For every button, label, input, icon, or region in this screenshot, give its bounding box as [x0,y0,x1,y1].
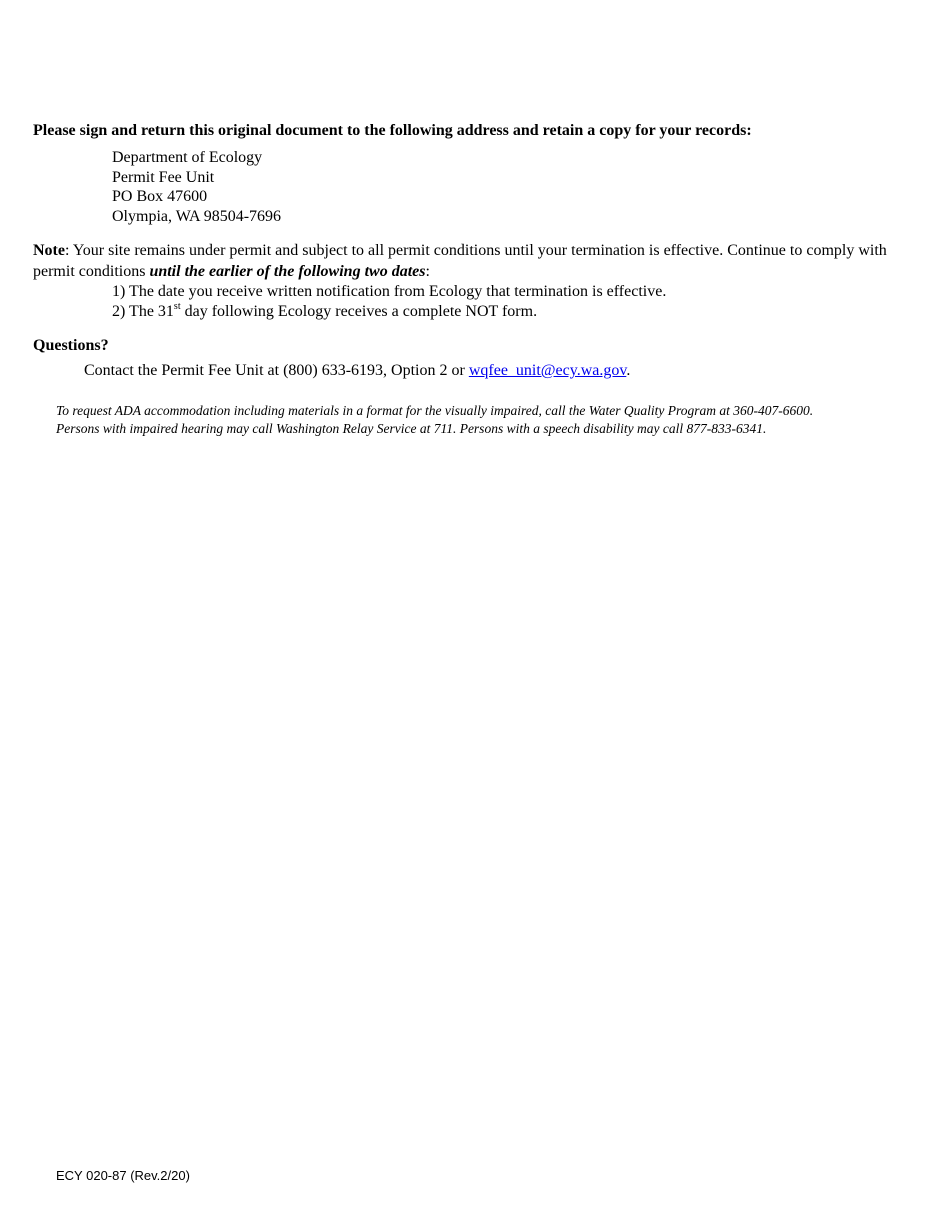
form-number-footer: ECY 020-87 (Rev.2/20) [56,1168,190,1183]
mailing-address [112,148,281,226]
date-item-2-suffix: day following Ecology receives a complete NOT form. [180,303,538,320]
address-line-department: Department of Ecology [112,149,263,166]
date-item-1: 1) The date you receive written notification from Ecology that termination is effective. [112,283,667,300]
note-paragraph [33,241,913,282]
contact-text: Contact the Permit Fee Unit at (800) 633-6193, Option 2 or [84,362,469,379]
note-label: Note [33,242,65,259]
email-link[interactable]: wqfee_unit@ecy.wa.gov [468,362,627,379]
date-item-2-ordinal: st [173,300,181,312]
date-item-2 [112,302,537,322]
address-line-unit: Permit Fee Unit [112,168,215,186]
note-text: : Your site remains under permit and subject to all permit conditions until your termination is effective. Continue to comply with permit conditions [33,242,887,280]
date-item-2-prefix: 2) The 31 [112,303,174,320]
return-instruction: Please sign and return this original document to the following address and retain a copy for your records: [33,122,752,139]
note-colon: : [425,262,430,280]
ada-notice: To request ADA accommodation including materials in a format for the visually impaired, call the Water Quality Program at 360-407-6600. Persons with impaired hearing may call Washington Relay Service at 711. Persons with a speech disability may call 877-833-6341. [56,403,814,436]
note-emphasis: until the earlier of the following two dates [149,262,426,280]
address-line-po-box: PO Box 47600 [112,188,208,205]
address-line-city: Olympia, WA 98504-7696 [112,207,282,225]
contact-line [84,361,630,381]
contact-period: . [626,362,631,379]
questions-heading: Questions? [33,337,109,354]
